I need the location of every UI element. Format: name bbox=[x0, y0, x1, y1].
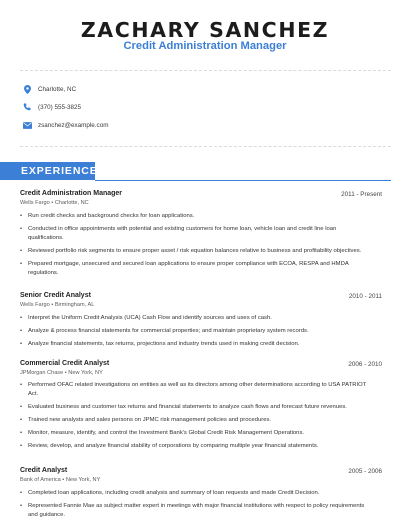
job-bullet: • Monitor, measure, identify, and control the Investment Bank's Global Credit Risk Management Operations. bbox=[20, 429, 370, 438]
job-company: Bank of America bbox=[20, 477, 61, 483]
job-dates: 2010 - 2011 bbox=[348, 293, 382, 300]
job-bullet: • Conducted in office appointments with potential and existing customers for home loan, vehicle loan and credit line loan qualifications. bbox=[20, 225, 370, 242]
job-bullet: • Review, develop, and analyze financial stability of corporations by comparing multiple year financial statements. bbox=[20, 442, 370, 451]
job-title: Credit Analyst bbox=[20, 467, 68, 474]
section-underline bbox=[95, 180, 391, 181]
job-meta bbox=[20, 200, 89, 206]
meta-separator: • bbox=[62, 477, 66, 483]
job-location: Birmingham, AL bbox=[54, 302, 95, 308]
job-bullet: • Analyze financial statements, tax returns, projections and industry trends used in making credit decision. bbox=[20, 340, 370, 349]
job-meta bbox=[20, 370, 103, 376]
job-bullet: • Interpret the Uniform Credit Analysis (UCA) Cash Flow and identify sources and uses of cash. bbox=[20, 314, 370, 323]
job-dates: 2011 - Present bbox=[341, 191, 382, 198]
job-bullet-list bbox=[20, 212, 370, 277]
location-pin-icon bbox=[22, 84, 32, 94]
contact-location-text: Charlotte, NC bbox=[38, 85, 77, 93]
phone-icon bbox=[22, 102, 32, 112]
divider bbox=[20, 70, 391, 71]
job-title: Credit Administration Manager bbox=[20, 190, 123, 197]
job-bullet: • Prepared mortgage, unsecured and secured loan applications to ensure proper compliance with ECOA, RESPA and HMDA regulations. bbox=[20, 260, 370, 277]
job-bullet: • Run credit checks and background checks for loan applications. bbox=[20, 212, 370, 221]
meta-separator: • bbox=[51, 302, 55, 308]
candidate-name: ZACHARY SANCHEZ bbox=[80, 18, 330, 42]
job-dates: 2005 - 2006 bbox=[348, 468, 382, 475]
job-bullet: • Trained new analysts and sales persons on JPMC risk management policies and procedures. bbox=[20, 416, 370, 425]
job-company: Wells Fargo bbox=[20, 302, 50, 308]
job-bullet-list bbox=[20, 489, 370, 519]
job-bullet: • Represented Fannie Mae as subject matter expert in meetings with major financial institutions with respect to policy requirements and guidance. bbox=[20, 502, 370, 519]
job-company: JPMorgan Chase bbox=[20, 370, 64, 376]
job-bullet: • Reviewed portfolio risk segments to ensure proper asset / risk equation balances relative to business and profitability objectives. bbox=[20, 247, 370, 256]
job-bullet-list bbox=[20, 314, 370, 349]
job-meta bbox=[20, 477, 100, 483]
job-location: New York, NY bbox=[68, 370, 103, 376]
job-company: Wells Fargo bbox=[20, 200, 50, 206]
job-bullet: • Analyze & process financial statements for commercial properties; and maintain proprietary system records. bbox=[20, 327, 370, 336]
job-bullet-list bbox=[20, 381, 370, 451]
meta-separator: • bbox=[64, 370, 69, 376]
candidate-role: Credit Administration Manager bbox=[123, 40, 287, 52]
contact-phone-text: (370) 555-3825 bbox=[38, 103, 82, 111]
contact-email[interactable] bbox=[22, 118, 108, 132]
job-meta bbox=[20, 302, 94, 308]
job-title: Senior Credit Analyst bbox=[20, 292, 91, 299]
contact-location bbox=[22, 82, 76, 96]
job-bullet: • Evaluated business and customer tax returns and financial statements to analyze cash flows and forecast future revenues. bbox=[20, 403, 370, 412]
job-title: Commercial Credit Analyst bbox=[20, 360, 110, 367]
email-icon bbox=[22, 120, 32, 130]
job-location: New York, NY bbox=[65, 477, 101, 483]
divider bbox=[20, 146, 391, 147]
section-heading-experience: EXPERIENCE bbox=[21, 165, 98, 177]
job-location: Charlotte, NC bbox=[54, 200, 89, 206]
meta-separator: • bbox=[51, 200, 55, 206]
contact-email-text[interactable]: zsanchez@example.com bbox=[38, 121, 109, 129]
job-bullet: • Completed loan applications, including credit analysis and summary of loan requests and made Credit Decision. bbox=[20, 489, 370, 498]
job-dates: 2006 - 2010 bbox=[348, 361, 382, 368]
job-bullet: • Performed OFAC related investigations on entities as well as its directors among other determinations according to USA PATRIOT Act. bbox=[20, 381, 370, 398]
contact-phone bbox=[22, 100, 81, 114]
